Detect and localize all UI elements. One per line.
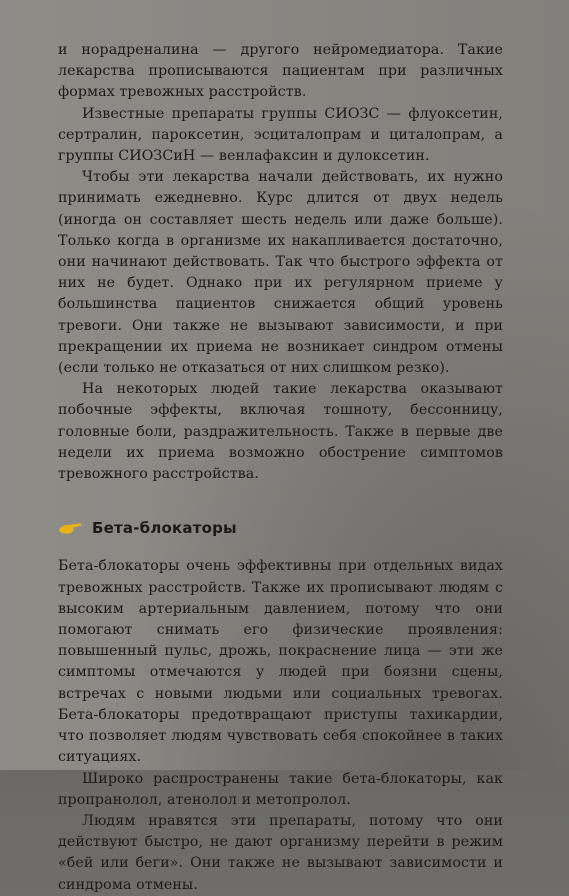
section-title: Бета-блокаторы — [92, 519, 237, 538]
paragraph: На некоторых людей такие лекарства оказывают побочные эффекты, включая тошноту, бессонницу, головные боли, раздражительность. Также в первые две недели их приема возможно обострение симптомов тревожного расстройства. — [58, 381, 503, 483]
section-heading — [58, 518, 503, 539]
paragraph: Известные препараты группы СИОЗС — флуоксетин, сертралин, пароксетин, эсциталопрам и циталопрам, а группы СИОЗСиН — венлафаксин и дулоксетин. — [58, 105, 503, 165]
page-text — [58, 40, 503, 896]
pointing-hand-icon — [58, 521, 84, 537]
paragraph: и норадреналина — другого нейромедиатора. Такие лекарства прописываются пациентам при различных формах тревожных расстройств. — [58, 42, 503, 101]
paragraph: Людям нравятся эти препараты, потому что они действуют быстро, не дают организму перейти в режим «бей или беги». Они также не вызывают зависимости и синдрома отмены. — [58, 812, 503, 893]
paragraph: Бета-блокаторы очень эффективны при отдельных видах тревожных расстройств. Также их прописывают людям с высоким артериальным давлением, потому что они помогают снимать его физические проявления: повышенный пульс, дрожь, покраснение лица — эти же симптомы отмечаются у людей при боязни сцены, встречах с новыми людьми или социальных тревогах. Бета-блокаторы предотвращают приступы тахикардии, что позволяет людям чувствовать себя спокойнее в таких ситуациях. — [58, 558, 503, 766]
paragraph: Чтобы эти лекарства начали действовать, их нужно принимать ежедневно. Курс длится от двух недель (иногда он составляет шесть недель или даже больше). Только когда в организме их накапливается достаточно, они начинают действовать. Так что быстрого эффекта от них не будет. Однако при их регулярном приеме у большинства пациентов снижается общий уровень тревоги. Они также не вызывают зависимости, и при прекращении их приема не возникает синдром отмены (если только не отказаться от них слишком резко). — [58, 169, 503, 377]
paragraph: Широко распространены такие бета-блокаторы, как пропранолол, атенолол и метопролол. — [58, 770, 503, 808]
